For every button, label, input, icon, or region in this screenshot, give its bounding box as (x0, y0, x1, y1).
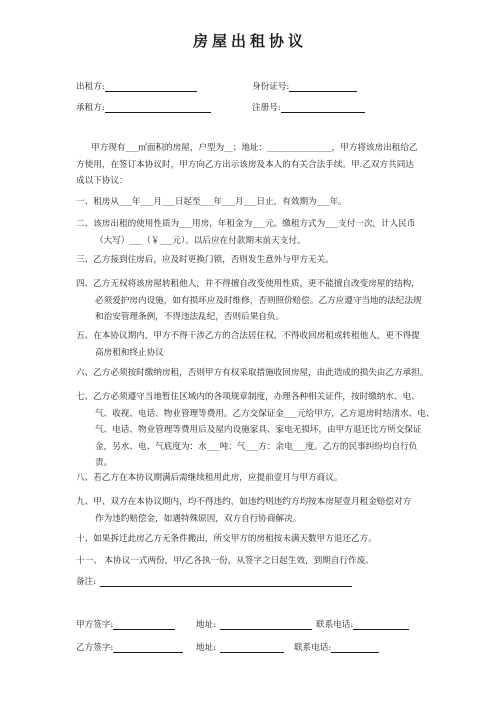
clause-line: 三、乙方接到住房后，应及时更换门锁，否则发生意外与甲方无关。 (76, 255, 334, 265)
id-field (252, 80, 357, 92)
party-b-address-label: 地址: (196, 643, 217, 653)
clause-5 (76, 328, 420, 361)
party-a-phone (316, 618, 409, 630)
clause-line: 五、在本协议期内，甲方不得干涉乙方的合法居住权，不得收回房租或转租他人，更不得提 (76, 331, 420, 341)
clause-line: 十一、 本协议一式两份，甲/乙各执一份，从签字之日起生效，到期自行作废。 (76, 556, 374, 566)
clause-line: 和治安管理条例，不得违法乱纪，否则后果自负。 (95, 312, 285, 322)
clause-4 (76, 276, 422, 326)
lessee-field (76, 101, 211, 113)
clause-8 (76, 470, 342, 487)
clause-3 (76, 252, 334, 269)
remarks-label: 备注: (76, 577, 97, 587)
reg-label: 注册号: (252, 103, 281, 113)
party-a-address (196, 618, 312, 630)
party-a-address-blank[interactable] (220, 620, 312, 630)
party-a-sign-label: 甲方签字: (76, 620, 114, 630)
clause-line: 高房租和终止协议 (95, 347, 164, 358)
party-a-address-label: 地址: (196, 620, 217, 630)
intro-line: 方使用，在签订本协议时，甲方向乙方出示该房及本人的有关合法手续。甲.乙双方共同达 (76, 159, 414, 170)
clause-line: 气、电话、物业管理等费用后及屋内设施家具、家电无损坏，由甲方退还比方所交保证 (95, 425, 422, 435)
clause-line: 六、乙方必须按时缴纳房租，否则甲方有权采取措施收回房屋，由此造成的损失由乙方承担。 (76, 368, 429, 378)
clause-line: 一、租房从___年___月___日起至___年___月___日止，有效期为___年。 (76, 197, 347, 207)
remarks-blank[interactable] (100, 577, 352, 587)
clause-line: 九、甲、双方在本协议期内，均不得违约，如违约则违约方均按本房屋壹月租金赔偿对方 (76, 497, 412, 507)
party-a-signature (76, 618, 175, 630)
party-a-phone-blank[interactable] (353, 620, 409, 630)
party-b-address-blank[interactable] (220, 643, 284, 653)
clause-line: 八、若乙方在本协议期满后需继续租用此房，应提前壹月与甲方商议。 (76, 473, 343, 483)
id-label: 身份证号: (252, 82, 290, 92)
party-b-signature (76, 641, 183, 653)
clause-line: （大写）___（￥___元）。以后应在付款期末前天支付。 (95, 235, 306, 246)
clause-line: 作为违约赔偿金，如遇特殊原因，双方自行协商解决。 (95, 513, 302, 524)
clause-line: 责。 (95, 458, 113, 468)
reg-field (252, 101, 365, 113)
clause-11 (76, 553, 374, 570)
party-b-phone-blank[interactable] (331, 643, 379, 653)
clause-line: 七、乙方必须遵守当地暂住区域内的各项规章制度，办理各种相关证件，按时缴纳水、电、 (76, 392, 420, 402)
clause-10 (76, 531, 377, 548)
party-b-phone-label: 联系电话: (294, 643, 332, 653)
id-blank[interactable] (289, 82, 357, 92)
clause-6 (76, 365, 428, 382)
party-a-phone-label: 联系电话: (316, 620, 354, 630)
document-title: 房屋出租协议 (192, 32, 307, 50)
lessor-blank[interactable] (105, 82, 197, 92)
party-b-address (196, 641, 284, 653)
lessee-blank[interactable] (105, 103, 211, 113)
clause-line: 十、如果拆迁此房乙方无条件搬出，所交甲方的房租按未满天数甲方退还乙方。 (76, 534, 377, 544)
lessor-field (76, 80, 197, 92)
clause-line: 二、该房出租的使用性质为___用房，年租金为___元。缴租方式为___支付一次，计人民币 (76, 219, 416, 229)
lessor-label: 出租方: (76, 82, 105, 92)
intro-line: 成以下协议： (76, 176, 128, 186)
clause-line: 气、收视、电话、物业管理等费用。乙方交保证金___元给甲方，乙方退房时结清水、电、 (95, 408, 435, 419)
lessee-label: 承租方: (76, 103, 105, 113)
party-b-sign-blank[interactable] (113, 643, 183, 653)
reg-blank[interactable] (281, 103, 365, 113)
party-a-sign-blank[interactable] (113, 620, 175, 630)
clause-9 (76, 494, 411, 527)
intro-paragraph (76, 140, 418, 190)
party-b-phone (294, 641, 379, 653)
clause-2 (76, 216, 415, 249)
intro-line: 甲方现有___㎡面积的房屋，户型为__；地址：_______________，甲方将该房出租给乙 (91, 143, 418, 153)
clause-1 (76, 194, 347, 211)
clause-7 (76, 389, 434, 472)
remarks-field (76, 575, 352, 587)
party-b-sign-label: 乙方签字: (76, 643, 114, 653)
clause-line: 四、乙方无权将该房屋转租他人，并不得擅自改变使用性质，更不能擅自改变房屋的结构， (76, 279, 420, 289)
clause-line: 金，另水、电、气底度为：水___吨：气___方：余电___度。乙方的民事纠纷均自行负 (95, 441, 418, 452)
clause-line: 必须爱护房内设施，如有损坏应及时维修，否则照价赔偿。乙方应遵守当地的法纪法规 (95, 295, 422, 306)
